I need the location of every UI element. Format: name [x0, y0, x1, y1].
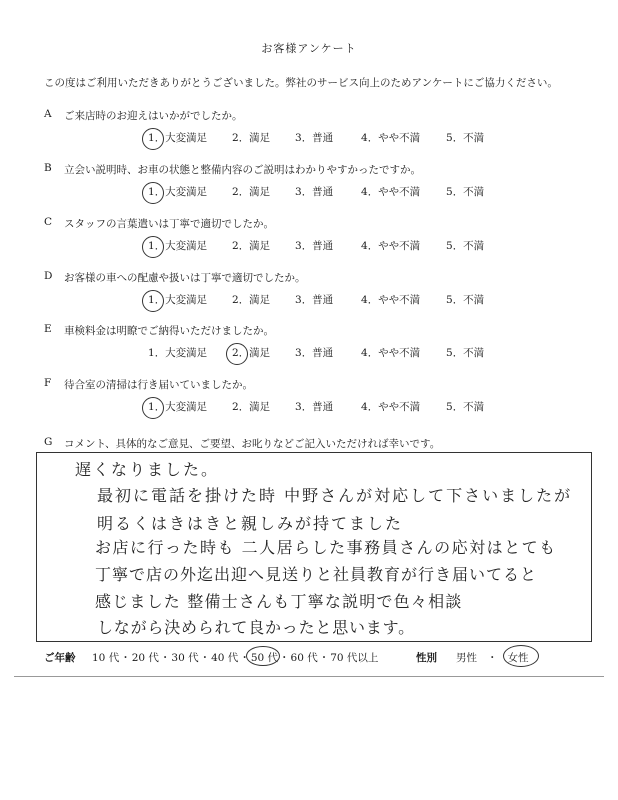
question-text: 待合室の清掃は行き届いていましたか。	[64, 379, 253, 391]
rating-option[interactable]	[295, 399, 333, 414]
rating-number: 4	[361, 132, 368, 144]
rating-label: ．大変満足	[154, 401, 208, 413]
rating-option[interactable]	[295, 345, 333, 360]
rating-number: 1	[148, 294, 155, 306]
rating-option[interactable]	[361, 130, 420, 145]
rating-option[interactable]	[232, 238, 270, 253]
rating-number: 1	[148, 132, 155, 144]
comment-line: 明るくはきはきと親しみが持てました	[97, 514, 404, 533]
rating-number: 5	[446, 294, 453, 306]
rating-number: 3	[295, 401, 302, 413]
age-option[interactable]: 20 代	[131, 652, 159, 664]
question-letter: B	[44, 162, 52, 174]
age-option[interactable]: 40 代	[211, 652, 239, 664]
gender-separator: ・	[487, 652, 498, 664]
rating-number: 3	[295, 132, 302, 144]
rating-option[interactable]	[232, 292, 270, 307]
rating-options	[44, 345, 584, 363]
rating-label: ．大変満足	[154, 347, 208, 359]
rating-number: 2	[232, 132, 239, 144]
question-letter: A	[44, 108, 52, 120]
rating-option[interactable]	[295, 184, 333, 199]
rating-label: ．不満	[452, 240, 485, 252]
rating-options	[44, 130, 584, 148]
age-separator: ・	[239, 652, 250, 664]
age-separator: ・	[318, 652, 330, 664]
rating-label: ．やや不満	[367, 347, 421, 359]
rating-number: 3	[295, 347, 302, 359]
age-separator: ・	[120, 652, 131, 664]
rating-options	[44, 292, 584, 310]
rating-label: ．満足	[238, 347, 271, 359]
rating-number: 3	[295, 294, 302, 306]
question-header	[44, 377, 584, 393]
question-letter: C	[44, 216, 53, 228]
question-d	[44, 270, 584, 320]
comment-line: しながら決められて良かったと思います。	[97, 618, 415, 637]
rating-number: 1	[148, 347, 155, 359]
rating-number: 2	[232, 186, 239, 198]
rating-label: ．普通	[301, 132, 334, 144]
gender-label: 性別	[416, 652, 437, 664]
rating-label: ．満足	[238, 132, 271, 144]
question-f	[44, 377, 584, 427]
rating-number: 5	[446, 240, 453, 252]
rating-option[interactable]	[148, 238, 207, 253]
rating-option[interactable]	[361, 292, 420, 307]
rating-number: 5	[446, 132, 453, 144]
survey-intro: この度はご利用いただきありがとうございました。弊社のサービス向上のためアンケートにご協力ください。	[44, 77, 558, 89]
question-c	[44, 216, 584, 266]
question-header	[44, 216, 584, 232]
rating-option[interactable]	[232, 345, 270, 360]
rating-label: ．普通	[301, 401, 334, 413]
question-letter: G	[44, 436, 53, 448]
comment-line: 丁寧で店の外迄出迎へ見送りと社員教育が行き届いてると	[95, 565, 538, 584]
age-separator: ・	[279, 652, 290, 664]
respondent-info	[44, 650, 584, 670]
question-text: コメント、具体的なご意見、ご要望、お叱りなどご記入いただければ幸いです。	[64, 438, 441, 450]
age-option[interactable]: 70 代以上	[330, 652, 379, 664]
gender-options	[456, 650, 529, 665]
rating-number: 3	[295, 186, 302, 198]
rating-number: 5	[446, 347, 453, 359]
rating-label: ．普通	[301, 294, 334, 306]
rating-option[interactable]	[361, 238, 420, 253]
rating-label: ．不満	[452, 186, 485, 198]
age-separator: ・	[159, 652, 171, 664]
rating-label: ．不満	[452, 347, 485, 359]
rating-number: 4	[361, 401, 368, 413]
rating-label: ．大変満足	[154, 240, 208, 252]
rating-label: ．大変満足	[154, 186, 208, 198]
rating-option[interactable]	[446, 184, 484, 199]
rating-options	[44, 238, 584, 256]
comment-line: 感じました 整備士さんも丁寧な説明で色々相談	[95, 592, 463, 611]
rating-number: 3	[295, 240, 302, 252]
rating-label: ．満足	[238, 294, 271, 306]
question-text: ご来店時のお迎えはいかがでしたか。	[64, 110, 243, 122]
comment-line: 遅くなりました。	[75, 460, 220, 479]
rating-label: ．やや不満	[367, 401, 421, 413]
question-letter: E	[44, 323, 52, 335]
rating-option[interactable]	[446, 399, 484, 414]
comment-line: お店に行った時も 二人居らした事務員さんの応対はとても	[95, 538, 557, 557]
rating-number: 4	[361, 186, 368, 198]
question-text: スタッフの言葉遣いは丁寧で適切でしたか。	[64, 218, 274, 230]
rating-label: ．満足	[238, 240, 271, 252]
rating-number: 4	[361, 240, 368, 252]
rating-option[interactable]	[361, 184, 420, 199]
rating-label: ．満足	[238, 186, 271, 198]
age-option[interactable]: 60 代	[290, 652, 318, 664]
question-header	[44, 162, 584, 178]
comment-box[interactable]	[36, 452, 592, 642]
rating-option[interactable]	[446, 292, 484, 307]
question-text: お客様の車への配慮や扱いは丁寧で適切でしたか。	[64, 272, 306, 284]
rating-label: ．不満	[452, 401, 485, 413]
question-text: 立会い説明時、お車の状態と整備内容のご説明はわかりやすかったですか。	[64, 164, 421, 176]
question-a	[44, 108, 584, 158]
question-letter: F	[44, 377, 52, 389]
rating-number: 5	[446, 401, 453, 413]
rating-label: ．満足	[238, 401, 271, 413]
rating-label: ．普通	[301, 186, 334, 198]
rating-number: 5	[446, 186, 453, 198]
rating-label: ．普通	[301, 240, 334, 252]
age-option[interactable]: 30 代	[171, 652, 199, 664]
rating-option[interactable]	[446, 345, 484, 360]
rating-label: ．やや不満	[367, 240, 421, 252]
rating-label: ．やや不満	[367, 132, 421, 144]
rating-label: ．不満	[452, 294, 485, 306]
bottom-divider	[14, 676, 604, 677]
age-option[interactable]: 10 代	[92, 652, 120, 664]
rating-label: ．やや不満	[367, 186, 421, 198]
question-text: 車検料金は明瞭でご納得いただけましたか。	[64, 325, 274, 337]
rating-number: 2	[232, 401, 239, 413]
age-separator: ・	[199, 652, 211, 664]
survey-title: お客様アンケート	[261, 42, 357, 55]
rating-option[interactable]	[295, 292, 333, 307]
rating-option[interactable]	[361, 345, 420, 360]
rating-option[interactable]	[446, 130, 484, 145]
rating-option[interactable]	[148, 345, 207, 360]
question-header	[44, 270, 584, 286]
rating-label: ．大変満足	[154, 294, 208, 306]
age-label: ご年齢	[44, 652, 76, 664]
rating-number: 4	[361, 347, 368, 359]
rating-option[interactable]	[361, 399, 420, 414]
rating-number: 2	[232, 347, 239, 359]
rating-option[interactable]	[148, 130, 207, 145]
comment-line: 最初に電話を掛けた時 中野さんが対応して下さいましたが	[97, 486, 573, 505]
rating-option[interactable]	[148, 292, 207, 307]
rating-option[interactable]	[295, 130, 333, 145]
question-letter: D	[44, 270, 53, 282]
question-header	[44, 108, 584, 124]
question-e	[44, 323, 584, 373]
rating-number: 1	[148, 401, 155, 413]
rating-options	[44, 399, 584, 417]
rating-number: 1	[148, 186, 155, 198]
question-header	[44, 323, 584, 339]
rating-option[interactable]	[232, 184, 270, 199]
question-b	[44, 162, 584, 212]
rating-label: ．普通	[301, 347, 334, 359]
rating-option[interactable]	[295, 238, 333, 253]
rating-option[interactable]	[446, 238, 484, 253]
rating-option[interactable]	[148, 184, 207, 199]
rating-label: ．やや不満	[367, 294, 421, 306]
rating-label: ．不満	[452, 132, 485, 144]
rating-number: 2	[232, 294, 239, 306]
rating-label: ．大変満足	[154, 132, 208, 144]
gender-option[interactable]: 女性	[507, 652, 529, 664]
rating-number: 4	[361, 294, 368, 306]
rating-number: 2	[232, 240, 239, 252]
rating-option[interactable]	[232, 130, 270, 145]
rating-option[interactable]	[232, 399, 270, 414]
age-option[interactable]: 50 代	[250, 652, 279, 664]
gender-option[interactable]: 男性	[456, 652, 477, 664]
rating-option[interactable]	[148, 399, 207, 414]
age-options	[92, 650, 378, 665]
rating-options	[44, 184, 584, 202]
rating-number: 1	[148, 240, 155, 252]
